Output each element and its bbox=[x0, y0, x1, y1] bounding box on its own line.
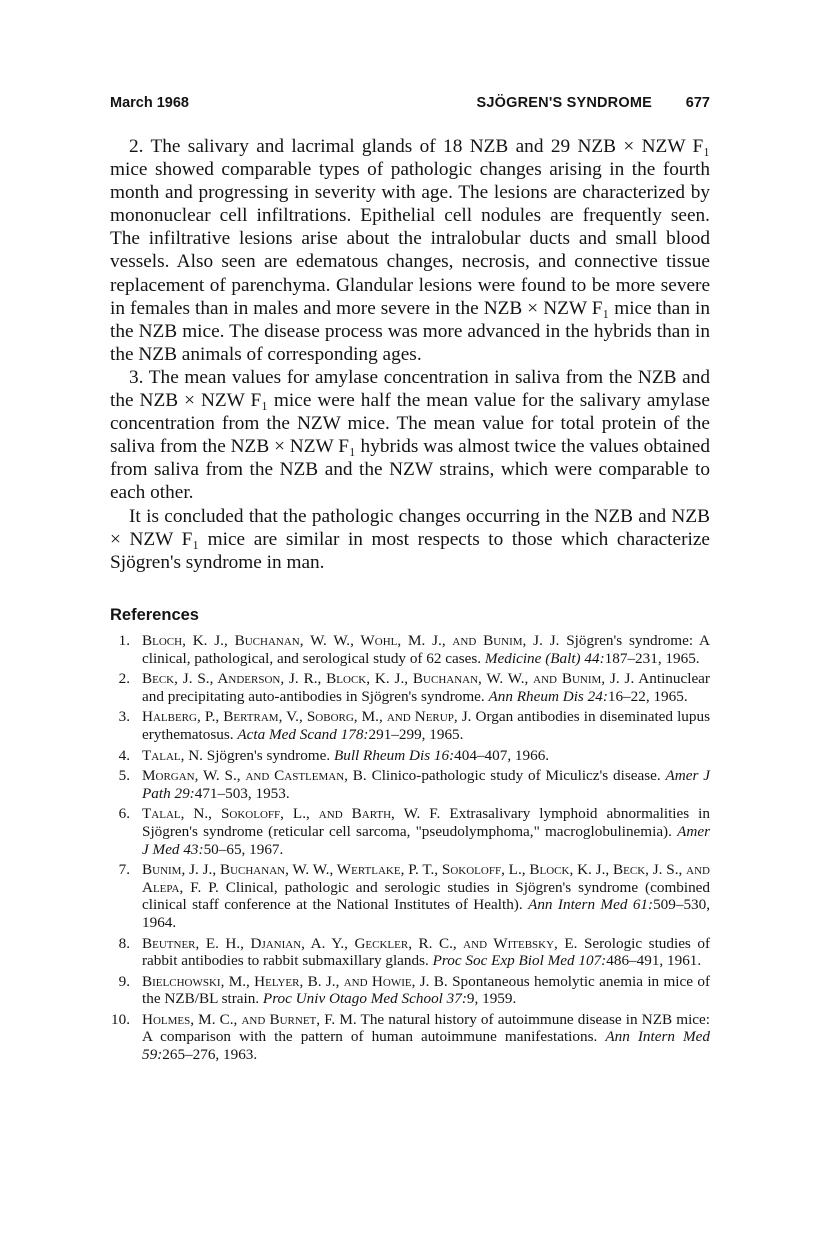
reference-title: Spontaneous hemolytic anemia in mice of the NZB/BL strain. bbox=[142, 972, 711, 1008]
reference-number: 5. bbox=[118, 767, 130, 785]
reference-pages: 471–503, 1953. bbox=[194, 784, 290, 802]
reference-title: Extrasalivary lymphoid abnormalities in Sjögren's syndrome (reticular cell sarcoma, "pseudolymphoma," macroglobulinemia). bbox=[142, 805, 710, 840]
reference-journal: Medicine (Balt) 44: bbox=[484, 649, 605, 667]
reference-journal: Proc Univ Otago Med School 37: bbox=[262, 990, 467, 1008]
reference-journal: Bull Rheum Dis 16: bbox=[333, 746, 455, 764]
reference-number: 3. bbox=[118, 708, 130, 726]
reference-number: 10. bbox=[111, 1010, 130, 1028]
reference-number: 9. bbox=[118, 972, 130, 990]
header-running-title: SJÖGREN'S SYNDROME bbox=[476, 95, 652, 111]
reference-item bbox=[110, 1011, 710, 1064]
reference-authors: Talal, N., Sokoloff, L., and Barth, W. F. bbox=[142, 805, 441, 823]
reference-pages: 16–22, 1965. bbox=[607, 687, 688, 705]
reference-pages: 265–276, 1963. bbox=[162, 1046, 258, 1064]
reference-authors: Bunim, J. J., Buchanan, W. W., Wertlake, P. T., Sokoloff, L., Block, K. J., Beck, J. S., and Alepa, F. P. bbox=[142, 861, 710, 896]
references-list bbox=[110, 632, 710, 1067]
reference-item bbox=[110, 973, 710, 1008]
reference-title: The natural history of autoimmune disease in NZB mice: A comparison with the pattern of human autoimmune manifestations. bbox=[142, 1010, 710, 1046]
reference-authors: Beutner, E. H., Djanian, A. Y., Geckler, R. C., and Witebsky, E. bbox=[142, 934, 578, 952]
reference-title: Clinico-pathologic study of Miculicz's disease. bbox=[371, 767, 661, 785]
reference-number: 2. bbox=[118, 670, 130, 688]
references-heading: References bbox=[110, 606, 199, 624]
reference-journal: Proc Soc Exp Biol Med 107: bbox=[432, 952, 607, 970]
reference-journal: Amer J Med 43: bbox=[142, 822, 710, 858]
reference-number: 7. bbox=[118, 861, 130, 879]
reference-authors: Halberg, P., Bertram, V., Soborg, M., and Nerup, J. bbox=[142, 708, 472, 726]
reference-authors: Holmes, M. C., and Burnet, F. M. bbox=[142, 1010, 357, 1028]
running-header bbox=[110, 95, 710, 115]
reference-title: Sjögren's syndrome: A clinical, pathological, and serological study of 62 cases. bbox=[142, 632, 711, 667]
reference-number: 1. bbox=[118, 632, 130, 649]
reference-authors: Bielchowski, M., Helyer, B. J., and Howie, J. B. bbox=[142, 972, 448, 990]
reference-authors: Beck, J. S., Anderson, J. R., Block, K. J., Buchanan, W. W., and Bunim, J. J. bbox=[142, 670, 635, 688]
reference-item bbox=[110, 805, 710, 858]
reference-item bbox=[110, 861, 710, 931]
reference-item bbox=[110, 708, 710, 743]
reference-authors: Bloch, K. J., Buchanan, W. W., Wohl, M. J., and Bunim, J. J. bbox=[142, 632, 560, 649]
reference-number: 8. bbox=[118, 934, 130, 952]
reference-title: Antinuclear and precipitating auto-antibodies in Sjögren's syndrome. bbox=[142, 670, 710, 705]
reference-title: Clinical, pathologic and serologic studies in Sjögren's syndrome (combined clinical staff conference at the National Institutes of Health). bbox=[142, 878, 710, 914]
reference-number: 6. bbox=[118, 805, 130, 823]
reference-pages: 486–491, 1961. bbox=[606, 952, 702, 970]
reference-pages: 187–231, 1965. bbox=[604, 649, 700, 667]
reference-title: Serologic studies of rabbit antibodies to rabbit submaxillary glands. bbox=[142, 934, 711, 970]
reference-authors: Morgan, W. S., and Castleman, B. bbox=[142, 767, 367, 785]
reference-journal: Acta Med Scand 178: bbox=[237, 725, 369, 743]
reference-journal: Ann Intern Med 61: bbox=[528, 896, 654, 914]
reference-journal: Ann Intern Med 59: bbox=[142, 1028, 710, 1064]
paragraph-conclusion: It is concluded that the pathologic changes occurring in the NZB and NZB × NZW F₁ mice are similar in most respects to those which characterize Sjögren's syndrome in man. bbox=[110, 505, 710, 573]
reference-item bbox=[110, 935, 710, 970]
reference-item bbox=[110, 670, 710, 705]
reference-journal: Amer J Path 29: bbox=[142, 767, 710, 802]
page-number: 677 bbox=[685, 95, 710, 111]
body-text bbox=[110, 135, 710, 574]
paragraph-finding-3: 3. The mean values for amylase concentration in saliva from the NZB and the NZB × NZW F₁ mice were half the mean value for the salivary amylase concentration from the NZW mice. The mean value for total protein of the saliva from the NZB × NZW F₁ hybrids was almost twice the values obtained from saliva from the NZB and the NZW strains, which were comparable to each other. bbox=[110, 366, 710, 504]
reference-pages: 404–407, 1966. bbox=[454, 746, 550, 764]
reference-number: 4. bbox=[118, 746, 130, 764]
reference-journal: Ann Rheum Dis 24: bbox=[488, 687, 608, 705]
reference-pages: 291–299, 1965. bbox=[368, 725, 464, 743]
reference-item bbox=[110, 747, 710, 765]
reference-pages: 50–65, 1967. bbox=[203, 840, 284, 858]
reference-pages: 509–530, 1964. bbox=[142, 896, 711, 931]
reference-item bbox=[110, 767, 710, 802]
reference-pages: 9, 1959. bbox=[466, 990, 517, 1008]
reference-item bbox=[110, 632, 710, 667]
reference-title: Sjögren's syndrome. bbox=[206, 746, 331, 764]
header-date: March 1968 bbox=[110, 95, 189, 111]
reference-authors: Talal, N. bbox=[142, 746, 203, 764]
paragraph-finding-2: 2. The salivary and lacrimal glands of 18 NZB and 29 NZB × NZW F₁ mice showed comparable types of pathologic changes arising in the fourth month and progressing in severity with age. The lesions are characterized by mononuclear cell infiltrations. Epithelial cell nodules are frequently seen. The infiltrative lesions arise about the intralobular ducts and small blood vessels. Also seen are edematous changes, necrosis, and connective tissue replacement of parenchyma. Glandular lesions were found to be more severe in females than in males and more severe in the NZB × NZW F₁ mice than in the NZB mice. The disease process was more advanced in the hybrids than in the NZB animals of corresponding ages. bbox=[110, 136, 710, 365]
reference-title: Organ antibodies in diseminated lupus erythematosus. bbox=[142, 708, 710, 743]
